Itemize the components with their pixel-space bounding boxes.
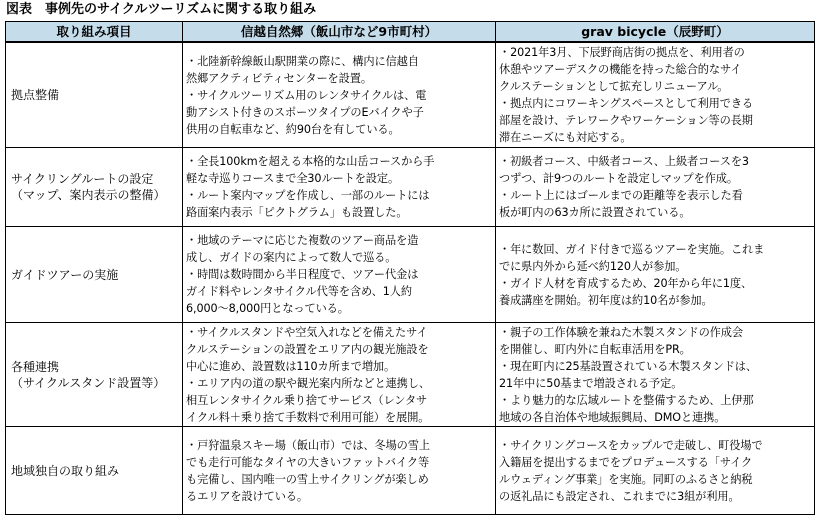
cell-line: 地域の各自治体や地域振興局、DMOと連携。: [499, 410, 726, 424]
cell-line: クルステーションとして拡充しリニューアル。: [499, 80, 729, 93]
cell-line: 部屋を設け、テレワークやワーケーション等の長期: [499, 114, 753, 127]
shinetsu-cell: [183, 323, 496, 427]
cell-line: ・初級者コース、中級者コース、上級者コースを3: [499, 155, 749, 168]
item-cell: [6, 323, 183, 427]
cell-line: の返礼品にも設定され、これまでに3組が利用。: [499, 489, 740, 503]
header-shinetsu: 信越自然郷（飯山市など9市町村）: [183, 22, 496, 43]
shinetsu-cell: [183, 427, 496, 515]
cell-line: クルステーションの設置をエリア内の観光施設を: [186, 342, 429, 356]
item-cell: [6, 42, 183, 148]
cell-line: ・エリア内の道の駅や観光案内所などと連携し、: [186, 376, 430, 390]
cell-line: も完備し、国内唯一の雪上サイクリングが楽しめ: [186, 472, 429, 486]
cell-line: ・ガイド人材を育成するため、20年から年に1度、: [499, 276, 753, 290]
header-row: [6, 22, 815, 43]
cell-line: 休憩やツアーデスクの機能を持った総合的なサイ: [499, 63, 742, 76]
cell-line: 拠点整備: [11, 88, 60, 102]
grav-cell: [496, 148, 815, 227]
cell-line: ・より魅力的な広域ルートを整備するため、上伊那: [499, 393, 754, 407]
cell-line: ・北陸新幹線飯山駅開業の際に、構内に信越自: [186, 54, 419, 68]
cell-line: を開催し、町内外に自転車活用をPR。: [499, 342, 691, 356]
cell-line: ・サイクルスタンドや空気入れなどを備えたサイ: [186, 325, 428, 339]
cell-line: 路面案内表示「ピクトグラム」も設置した。: [186, 206, 408, 219]
cell-line: 6,000～8,000円となっている。: [186, 302, 349, 315]
shinetsu-cell: [183, 148, 496, 227]
grav-cell: [496, 227, 815, 323]
cell-line: 中心に進め、設置数は110カ所まで増加。: [186, 359, 396, 373]
cell-line: 供用の自転車など、約90台を有している。: [186, 122, 400, 136]
cell-line: ・地域のテーマに応じた複数のツアー商品を造: [186, 234, 419, 247]
grav-cell: [496, 323, 815, 427]
cell-line: 養成講座を開始。初年度は約10名が参加。: [499, 293, 713, 307]
cell-line: るエリアを設けている。: [186, 489, 308, 503]
item-cell: [6, 227, 183, 323]
cell-line: ルウェディング事業」を実施。同町のふるさと納税: [499, 472, 753, 486]
cell-line: ・ルート上にはゴールまでの距離等を表示した看: [499, 189, 743, 202]
cell-line: ・現在町内に25基設置されている木製スタンドは、: [499, 359, 757, 373]
cell-line: 板が町内の63カ所に設置されている。: [499, 206, 691, 219]
cell-line: 入籍届を提出するまでをプロデュースする「サイク: [499, 455, 753, 469]
table-row: [6, 42, 815, 148]
header-item: 取り組み項目: [6, 22, 183, 43]
item-cell: [6, 148, 183, 227]
cell-line: サイクリングルートの設定: [11, 172, 154, 186]
cell-line: でも走行可能なタイヤの大きいファットバイク等: [186, 455, 430, 469]
table-row: [6, 227, 815, 323]
cell-line: （サイクルスタンド設置等）: [11, 375, 166, 390]
cell-line: ・時間は数時間から半日程度で、ツアー代金は: [186, 268, 419, 281]
grav-cell: [496, 427, 815, 515]
cell-line: ・拠点内にコワーキングスペースとして利用できる: [499, 97, 754, 110]
figure-caption: 図表 事例先のサイクルツーリズムに関する取り組み: [6, 2, 317, 17]
cell-line: 動アシスト付きのスポーツタイプのEバイクや子: [186, 105, 424, 119]
header-grav: grav bicycle（辰野町）: [496, 22, 815, 43]
cell-line: ・サイクリングコースをカップルで走破し、町役場で: [499, 438, 763, 452]
cell-line: つずつ、計9つのルートを設定しマップを作成。: [499, 172, 738, 185]
cell-line: 然郷アクティビティセンターを設置。: [186, 71, 372, 85]
case-study-table: [5, 21, 815, 515]
cell-line: ・ルート案内マップを作成し、一部のルートには: [186, 189, 430, 202]
shinetsu-cell: [183, 42, 496, 148]
cell-line: 成し、ガイドの案内によって数人で巡る。: [186, 251, 397, 264]
grav-cell: [496, 42, 815, 148]
cell-line: ・親子の工作体験を兼ねた木製スタンドの作成会: [499, 325, 743, 339]
cell-line: （マップ、案内表示の整備）: [11, 188, 166, 202]
table-row: [6, 323, 815, 427]
shinetsu-cell: [183, 227, 496, 323]
cell-line: ガイド料やレンタサイクル代等を含め、1人約: [186, 285, 412, 298]
item-cell: [6, 427, 183, 515]
cell-line: イクル料＋乗り捨て手数料で利用可能）を展開。: [186, 410, 430, 424]
cell-line: ・全長100kmを超える本格的な山岳コースから手: [186, 155, 435, 168]
cell-line: 軽な寺巡りコースまで全30ルートを設定。: [186, 172, 400, 185]
cell-line: 相互レンタサイクル乗り捨てサービス（レンタサ: [186, 393, 428, 407]
cell-line: 21年中に50基まで増設される予定。: [499, 376, 683, 390]
cell-line: ガイドツアーの実施: [11, 267, 119, 282]
cell-line: 滞在ニーズにも対応する。: [499, 131, 632, 144]
cell-line: ・年に数回、ガイド付きで巡るツアーを実施。これま: [499, 242, 765, 256]
cell-line: ・戸狩温泉スキー場（飯山市）では、冬場の雪上: [186, 438, 430, 452]
cell-line: ・サイクルツーリズム用のレンタサイクルは、電: [186, 88, 427, 102]
cell-line: 各種連携: [11, 359, 60, 374]
table-row: [6, 427, 815, 515]
table-row: [6, 148, 815, 227]
cell-line: 地域独自の取り組み: [11, 463, 120, 478]
cell-line: ・2021年3月、下辰野商店街の拠点を、利用者の: [499, 46, 745, 59]
cell-line: でに県内外から延べ約120人が参加。: [499, 259, 687, 273]
